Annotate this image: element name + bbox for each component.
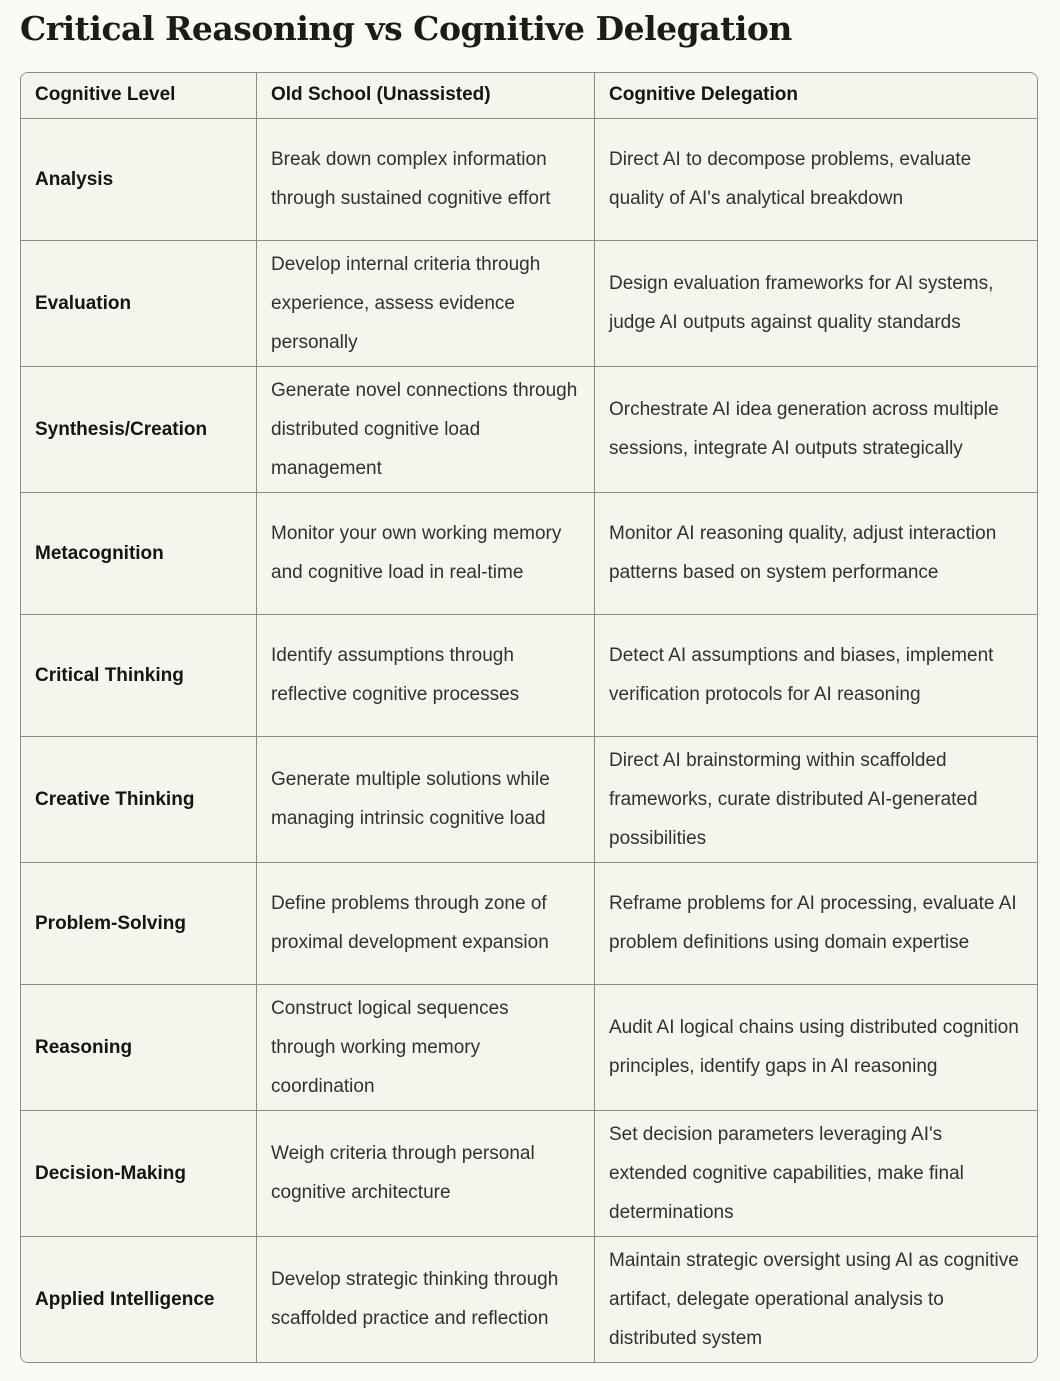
table-row	[21, 119, 1037, 241]
table-row	[21, 863, 1037, 985]
table-row	[21, 493, 1037, 615]
row-label-cognitive-level: Applied Intelligence	[21, 1237, 257, 1362]
table-row	[21, 615, 1037, 737]
comparison-table	[21, 73, 1037, 1362]
table-row	[21, 737, 1037, 863]
cell-old-school: Weigh criteria through personal cognitive architecture	[257, 1111, 595, 1237]
cell-cognitive-delegation: Design evaluation frameworks for AI systems, judge AI outputs against quality standards	[595, 241, 1037, 367]
cell-old-school: Develop strategic thinking through scaffolded practice and reflection	[257, 1237, 595, 1362]
table-row	[21, 1111, 1037, 1237]
row-label-cognitive-level: Metacognition	[21, 493, 257, 615]
row-label-cognitive-level: Problem-Solving	[21, 863, 257, 985]
row-label-cognitive-level: Critical Thinking	[21, 615, 257, 737]
row-label-cognitive-level: Creative Thinking	[21, 737, 257, 863]
page-title: Critical Reasoning vs Cognitive Delegation	[20, 9, 792, 48]
cell-cognitive-delegation: Detect AI assumptions and biases, implement verification protocols for AI reasoning	[595, 615, 1037, 737]
cell-old-school: Break down complex information through sustained cognitive effort	[257, 119, 595, 241]
column-header-cognitive-delegation: Cognitive Delegation	[595, 73, 1037, 119]
row-label-cognitive-level: Evaluation	[21, 241, 257, 367]
column-header-cognitive-level: Cognitive Level	[21, 73, 257, 119]
row-label-cognitive-level: Synthesis/Creation	[21, 367, 257, 493]
cell-old-school: Develop internal criteria through experience, assess evidence personally	[257, 241, 595, 367]
table-row	[21, 241, 1037, 367]
table-row	[21, 985, 1037, 1111]
cell-cognitive-delegation: Direct AI brainstorming within scaffolded frameworks, curate distributed AI-generated possibilities	[595, 737, 1037, 863]
column-header-old-school: Old School (Unassisted)	[257, 73, 595, 119]
row-label-cognitive-level: Analysis	[21, 119, 257, 241]
row-label-cognitive-level: Reasoning	[21, 985, 257, 1111]
table-row	[21, 367, 1037, 493]
cell-old-school: Construct logical sequences through working memory coordination	[257, 985, 595, 1111]
cell-cognitive-delegation: Orchestrate AI idea generation across multiple sessions, integrate AI outputs strategically	[595, 367, 1037, 493]
cell-cognitive-delegation: Audit AI logical chains using distributed cognition principles, identify gaps in AI reasoning	[595, 985, 1037, 1111]
cell-old-school: Monitor your own working memory and cognitive load in real-time	[257, 493, 595, 615]
row-label-cognitive-level: Decision-Making	[21, 1111, 257, 1237]
cell-old-school: Identify assumptions through reflective cognitive processes	[257, 615, 595, 737]
cell-old-school: Generate multiple solutions while managing intrinsic cognitive load	[257, 737, 595, 863]
comparison-table-container	[20, 72, 1038, 1363]
table-body	[21, 119, 1037, 1362]
cell-cognitive-delegation: Monitor AI reasoning quality, adjust interaction patterns based on system performance	[595, 493, 1037, 615]
header-row	[21, 73, 1037, 119]
table-row	[21, 1237, 1037, 1362]
cell-cognitive-delegation: Set decision parameters leveraging AI's extended cognitive capabilities, make final determinations	[595, 1111, 1037, 1237]
cell-cognitive-delegation: Maintain strategic oversight using AI as cognitive artifact, delegate operational analysis to distributed system	[609, 1249, 1019, 1349]
cell-old-school: Define problems through zone of proximal development expansion	[257, 863, 595, 985]
cell-cognitive-delegation: Reframe problems for AI processing, evaluate AI problem definitions using domain expertise	[595, 863, 1037, 985]
cell-old-school: Generate novel connections through distributed cognitive load management	[257, 367, 595, 493]
cell-cognitive-delegation: Direct AI to decompose problems, evaluate quality of AI's analytical breakdown	[595, 119, 1037, 241]
